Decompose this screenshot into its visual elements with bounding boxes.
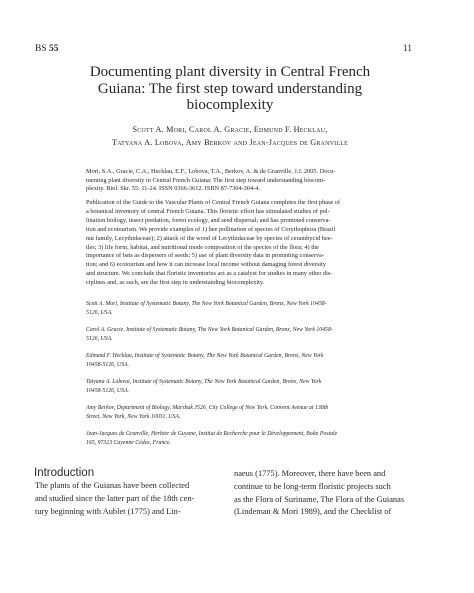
affiliation-entry bbox=[86, 430, 406, 447]
abstract-line: importance of bats as dispersers of seeds; 5) use of plant diversity data in promoting conserva- bbox=[86, 252, 324, 260]
body-line: tury beginning with Aublet (1775) and Lin- bbox=[35, 506, 181, 516]
affiliation-entry bbox=[86, 326, 406, 343]
affiliation-line: 5126, USA. bbox=[86, 335, 113, 342]
abstract-line: and structure. We conclude that floristic inventories act as a catalyst for studies in many other dis- bbox=[86, 270, 333, 278]
citation-line: plexity. Biol. Skr. 55: 11-24. ISSN 0366-3612. ISBN 87-7304-304-4. bbox=[86, 185, 260, 192]
abstract-line: nut family, Lecythidaceae); 2) attack of the wood of Lecythidaceae by species of cerambycid bee- bbox=[86, 234, 333, 242]
running-head-journal bbox=[35, 44, 59, 54]
affiliation-entry bbox=[86, 352, 406, 369]
affiliation-line: Tatyana A. Lobova, Institute of Systematic Botany, The New York Botanical Garden, Bronx, New York bbox=[86, 379, 322, 385]
page-number: 11 bbox=[402, 44, 412, 54]
citation-line: menting plant diversity in Central French Guiana: The first step toward understanding biocom- bbox=[86, 176, 326, 184]
abstract-line: tles; 3) life form, habitat, and nutritional mode composition of the species of the flora; 4) the bbox=[86, 243, 319, 251]
affiliation-line: 5126, USA. bbox=[86, 309, 113, 316]
author-list bbox=[60, 124, 400, 149]
abstract-line: ciplines and, as such, are the first step in understanding biocomplexity. bbox=[86, 279, 265, 287]
affiliation-line: 165, 97323 Cayenne Cédex, France. bbox=[86, 439, 171, 446]
abstract-line: Publication of the Guide to the Vascular Plants of Central French Guiana completes the first phase of bbox=[86, 199, 341, 206]
body-line: continue to be long-term floristic projects such bbox=[234, 481, 391, 491]
abstract-line: lination biology, insect predation, forest ecology, and seed dispersal; and has promoted conserva- bbox=[86, 216, 331, 224]
affiliation-line: Amy Berkov, Department of Biology, Marshak J526, City College of New York, Convent Avenue at 138th bbox=[86, 405, 329, 411]
affiliation-line: Carol A. Gracie, Institute of Systematic Botany, The New York Botanical Garden, Bronx, New York 10458- bbox=[86, 327, 333, 333]
citation-line: Mori, S.A., Gracie, C.A., Hecklau, E.F., Lobova, T.A., Berkov, A. & de Granville, J.J. 2005. Docu- bbox=[86, 168, 336, 175]
affiliation-line: Jean-Jacques de Granville, Herbier de Guyane, Institut de Recherche pour le Développement, Boîte Postale bbox=[86, 431, 338, 437]
title-line: biocomplexity bbox=[186, 97, 274, 113]
affiliation-line: Edmund F. Hecklau, Institute of Systematic Botany, The New York Botanical Garden, Bronx, New York bbox=[86, 353, 324, 359]
affiliation-line: Street, New York, New York 10031, USA. bbox=[86, 413, 181, 420]
abstract-line: tion and ecotourism. We provide examples of 1) bee pollination of species of Corythophora (Brazil bbox=[86, 225, 336, 233]
abstract bbox=[86, 199, 408, 288]
abstract-line: tion; and 6) ecotourism and how it can increase local income without damaging forest diversity bbox=[86, 261, 326, 269]
affiliation-entry bbox=[86, 378, 406, 395]
affiliation-line: 10458-5126, USA. bbox=[86, 361, 129, 368]
body-line: as the Flora of Suriname, The Flora of the Guianas bbox=[234, 494, 405, 504]
affiliation-line: 10458-5126, USA. bbox=[86, 387, 129, 394]
author-line: Scott A. Mori, Carol A. Gracie, Edmund F. Hecklau, bbox=[132, 125, 328, 134]
article-title bbox=[60, 64, 400, 114]
body-line: and studied since the latter part of the 18th cen- bbox=[35, 493, 195, 503]
affiliation-line: Scott A. Mori, Institute of Systematic Botany, The New York Botanical Garden, Bronx, New York 10458- bbox=[86, 301, 327, 307]
journal-abbrev: BS bbox=[35, 44, 47, 54]
body-line: The plants of the Guianas have been collected bbox=[35, 481, 190, 490]
body-line: (Lindeman & Mori 1989), and the Checklist of bbox=[234, 507, 392, 517]
body-column-right bbox=[234, 468, 430, 519]
title-line: Guiana: The first step toward understanding bbox=[97, 80, 363, 97]
citation-block bbox=[86, 168, 406, 194]
title-line: Documenting plant diversity in Central French bbox=[89, 64, 371, 80]
affiliation-entry bbox=[86, 404, 406, 421]
body-column-left bbox=[35, 480, 227, 518]
body-line: naeus (1775). Moreover, there have been and bbox=[234, 469, 386, 478]
abstract-line: a botanical inventory of central French Guiana. This floristic effort has stimulated studies of pol- bbox=[86, 207, 330, 215]
volume-number: 55 bbox=[49, 44, 59, 54]
section-heading-introduction: Introduction bbox=[34, 467, 95, 479]
author-line: Tatyana A. Lobova, Amy Berkov and Jean-Jacques de Granville bbox=[112, 137, 348, 147]
affiliation-entry bbox=[86, 300, 406, 317]
